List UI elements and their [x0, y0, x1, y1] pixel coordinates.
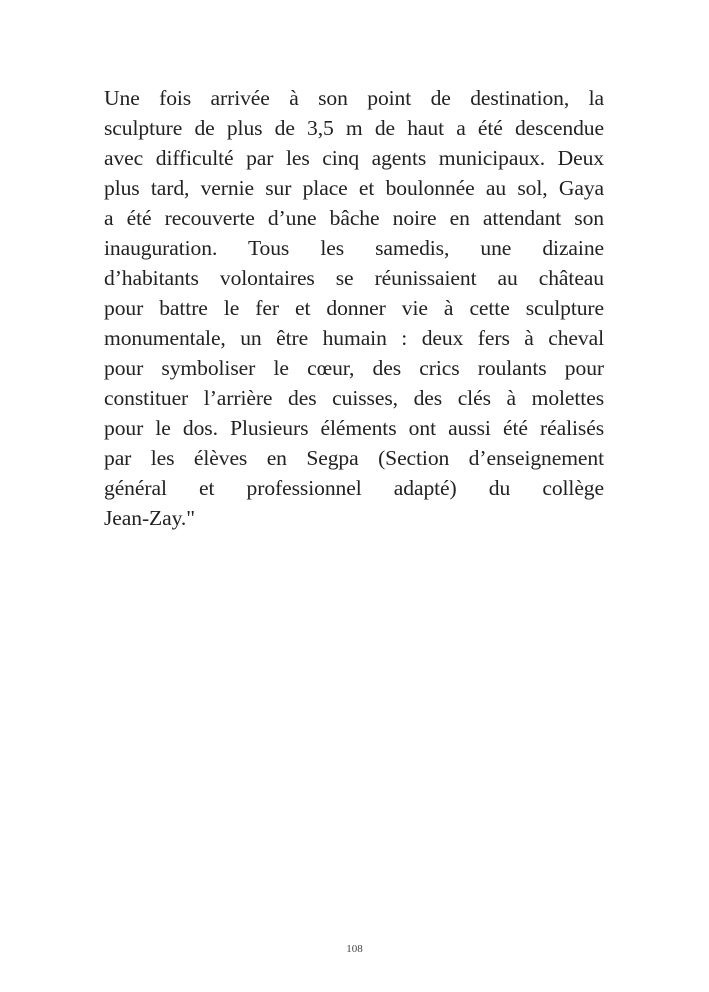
paragraph-line: Une fois arrivée à son point de destination, la: [104, 86, 604, 110]
paragraph-line: plus tard, vernie sur place et boulonnée au sol, Gaya: [104, 176, 604, 200]
paragraph-line: général et professionnel adapté) du collège: [104, 476, 604, 500]
paragraph-line: pour le dos. Plusieurs éléments ont aussi été réalisés: [104, 416, 604, 440]
paragraph-line: sculpture de plus de 3,5 m de haut a été descendue: [104, 116, 604, 140]
paragraph-line: avec difficulté par les cinq agents municipaux. Deux: [104, 146, 604, 170]
paragraph-line: d’habitants volontaires se réunissaient au château: [104, 266, 604, 290]
page-number: 108: [346, 943, 363, 955]
paragraph-line: constituer l’arrière des cuisses, des clés à molettes: [104, 386, 604, 410]
paragraph-line: inauguration. Tous les samedis, une dizaine: [104, 236, 604, 260]
paragraph-line: pour symboliser le cœur, des crics roulants pour: [104, 356, 604, 380]
paragraph-line: pour battre le fer et donner vie à cette sculpture: [104, 296, 604, 320]
paragraph-line: monumentale, un être humain : deux fers à cheval: [104, 326, 604, 350]
paragraph-line: Jean-Zay.": [104, 506, 195, 530]
body-paragraph: [104, 83, 604, 533]
paragraph-line: par les élèves en Segpa (Section d’enseignement: [104, 446, 604, 470]
paragraph-line: a été recouverte d’une bâche noire en attendant son: [104, 206, 604, 230]
